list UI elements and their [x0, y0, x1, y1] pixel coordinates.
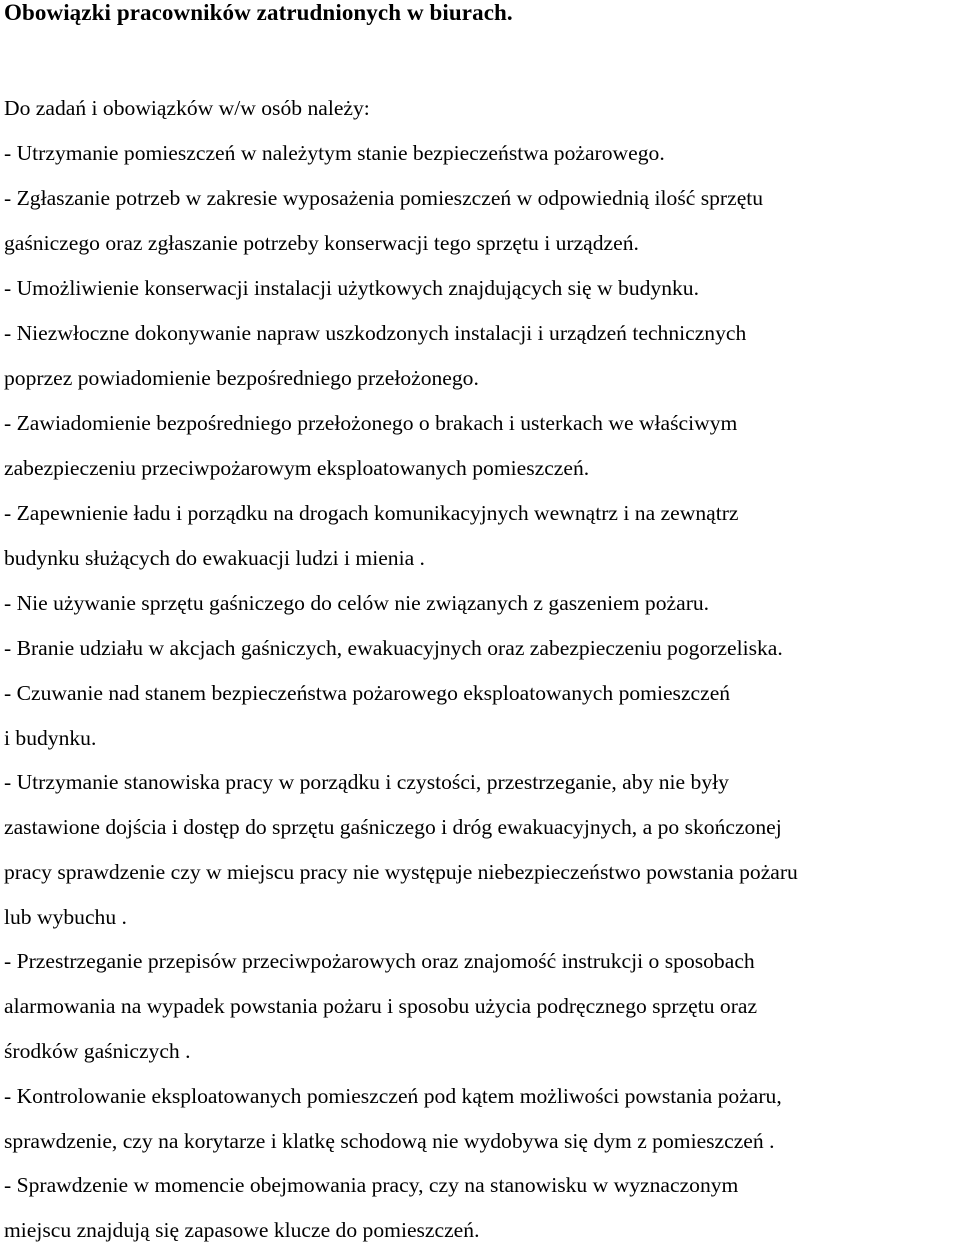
text-line-8: zabezpieczeniu przeciwpożarowym eksploatowanych pomieszczeń.	[4, 456, 590, 480]
text-line-18: lub wybuchu .	[4, 905, 127, 929]
text-line-10: budynku służących do ewakuacji ludzi i mienia .	[4, 546, 425, 570]
text-line-11: - Nie używanie sprzętu gaśniczego do celów nie związanych z gaszeniem pożaru.	[4, 591, 710, 615]
text-line-22: - Kontrolowanie eksploatowanych pomieszczeń pod kątem możliwości powstania pożaru,	[4, 1084, 782, 1108]
text-line-24: - Sprawdzenie w momencie obejmowania pracy, czy na stanowisku w wyznaczonym	[4, 1173, 739, 1197]
text-line-1: - Utrzymanie pomieszczeń w należytym stanie bezpieczeństwa pożarowego.	[4, 141, 665, 165]
text-line-2: - Zgłaszanie potrzeb w zakresie wyposażenia pomieszczeń w odpowiednią ilość sprzętu	[4, 186, 764, 210]
text-line-16: zastawione dojścia i dostęp do sprzętu gaśniczego i dróg ewakuacyjnych, a po skończonej	[4, 815, 782, 839]
document-title: Obowiązki pracowników zatrudnionych w biurach.	[4, 0, 513, 25]
text-line-4: - Umożliwienie konserwacji instalacji użytkowych znajdujących się w budynku.	[4, 276, 699, 300]
text-line-7: - Zawiadomienie bezpośredniego przełożonego o brakach i usterkach we właściwym	[4, 411, 738, 435]
text-line-20: alarmowania na wypadek powstania pożaru i sposobu użycia podręcznego sprzętu oraz	[4, 994, 758, 1018]
text-line-14: i budynku.	[4, 726, 97, 750]
text-line-6: poprzez powiadomienie bezpośredniego przełożonego.	[4, 366, 479, 390]
text-line-5: - Niezwłoczne dokonywanie napraw uszkodzonych instalacji i urządzeń technicznych	[4, 321, 747, 345]
intro-line: Do zadań i obowiązków w/w osób należy:	[4, 96, 370, 120]
text-line-3: gaśniczego oraz zgłaszanie potrzeby konserwacji tego sprzętu i urządzeń.	[4, 231, 639, 255]
text-line-21: środków gaśniczych .	[4, 1039, 191, 1063]
text-line-15: - Utrzymanie stanowiska pracy w porządku i czystości, przestrzeganie, aby nie były	[4, 770, 729, 794]
text-line-25: miejscu znajdują się zapasowe klucze do pomieszczeń.	[4, 1218, 480, 1242]
text-line-9: - Zapewnienie ładu i porządku na drogach komunikacyjnych wewnątrz i na zewnątrz	[4, 501, 739, 525]
text-line-12: - Branie udziału w akcjach gaśniczych, ewakuacyjnych oraz zabezpieczeniu pogorzeliska.	[4, 636, 783, 660]
text-line-13: - Czuwanie nad stanem bezpieczeństwa pożarowego eksploatowanych pomieszczeń	[4, 681, 731, 705]
text-line-23: sprawdzenie, czy na korytarze i klatkę schodową nie wydobywa się dym z pomieszczeń .	[4, 1129, 775, 1153]
text-line-17: pracy sprawdzenie czy w miejscu pracy nie występuje niebezpieczeństwo powstania pożaru	[4, 860, 798, 884]
text-line-19: - Przestrzeganie przepisów przeciwpożarowych oraz znajomość instrukcji o sposobach	[4, 949, 755, 973]
